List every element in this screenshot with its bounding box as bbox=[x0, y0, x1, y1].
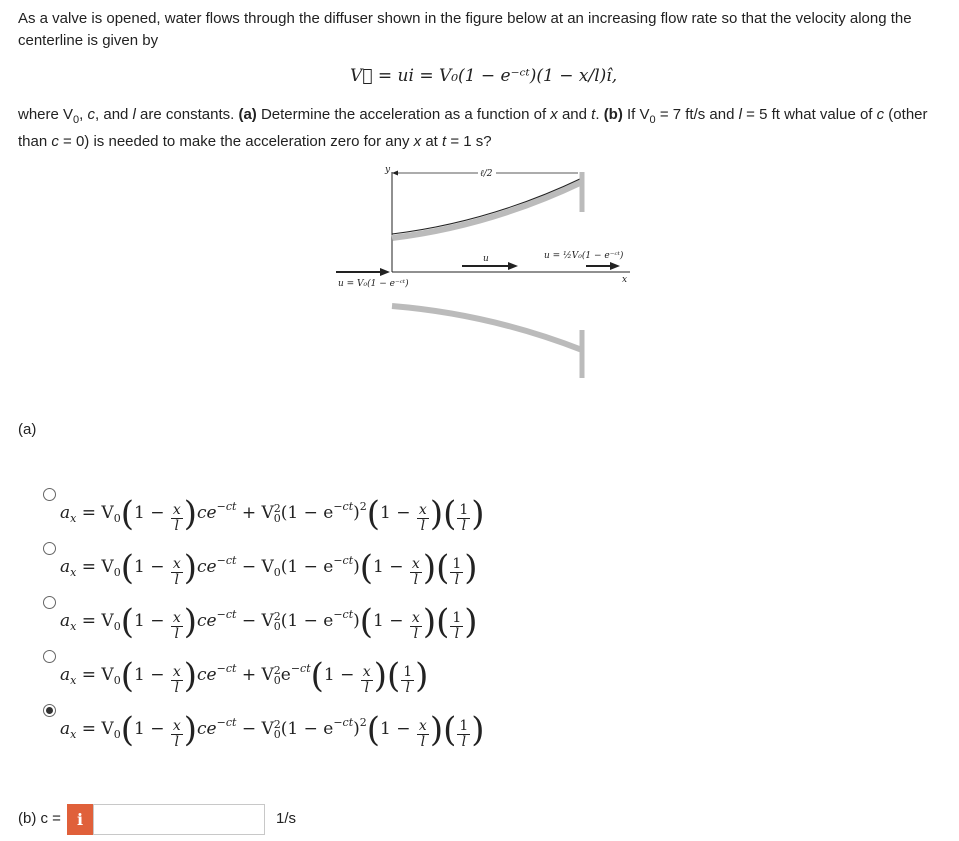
formula bbox=[60, 602, 478, 642]
lhs: a bbox=[60, 503, 71, 523]
frac-num: x bbox=[172, 718, 181, 734]
velocity-equation-text: V⃗ = ui = V₀(1 − e⁻ᶜᵗ)(1 − x/l)î, bbox=[350, 66, 618, 86]
frac-den: l bbox=[420, 734, 426, 750]
upper-wall-edge bbox=[392, 178, 582, 234]
paren-close: ) bbox=[464, 602, 478, 642]
text-fragment: Determine the acceleration as a function of bbox=[256, 106, 551, 123]
frac-den: l bbox=[174, 680, 180, 696]
text-fragment: where bbox=[18, 106, 64, 123]
paren-open: ( bbox=[366, 710, 381, 750]
text-fragment: = 7 ft/s and bbox=[655, 106, 739, 123]
middle: (1 − e bbox=[280, 557, 334, 577]
ce-exp: −ct bbox=[216, 554, 237, 567]
eq: = V bbox=[76, 503, 114, 523]
fraction-x-l bbox=[171, 557, 183, 588]
eq: = V bbox=[76, 557, 114, 577]
fraction-1-l bbox=[450, 611, 463, 642]
frac-den: l bbox=[461, 518, 467, 534]
paren-close: ) bbox=[471, 494, 485, 534]
coef: V bbox=[261, 557, 274, 577]
eq: = V bbox=[76, 611, 114, 631]
lower-wall bbox=[392, 306, 582, 350]
option-5[interactable] bbox=[40, 704, 500, 754]
y-axis-label: y bbox=[385, 165, 391, 175]
one-minus: 1 − bbox=[373, 611, 404, 631]
one-minus: 1 − bbox=[133, 611, 165, 631]
one-minus: 1 − bbox=[133, 665, 165, 685]
frac-den: l bbox=[174, 626, 180, 642]
inlet-arrowhead bbox=[380, 268, 390, 276]
fraction-x-l bbox=[417, 719, 429, 750]
sub-0: 0 bbox=[73, 114, 80, 126]
var-c: c bbox=[87, 106, 96, 123]
frac-num: x bbox=[362, 664, 371, 680]
fraction-x-l bbox=[410, 557, 422, 588]
var-t: t bbox=[442, 133, 447, 150]
coef: V bbox=[261, 719, 274, 739]
radio-button[interactable] bbox=[43, 542, 56, 555]
fraction-x-l bbox=[410, 611, 422, 642]
paren-open: ( bbox=[120, 494, 134, 534]
coef-sub: 0 bbox=[273, 620, 281, 633]
inlet-velocity-label: u = V₀(1 − e⁻ᶜᵗ) bbox=[338, 279, 409, 289]
coef-sub: 0 bbox=[273, 512, 281, 525]
one-minus: 1 − bbox=[133, 503, 165, 523]
coef-exp: 2 bbox=[273, 610, 281, 623]
frac-num: 1 bbox=[459, 502, 469, 518]
frac-num: x bbox=[418, 502, 427, 518]
diffuser-figure bbox=[330, 160, 640, 385]
var-c: c bbox=[876, 106, 885, 123]
paren-close: ) bbox=[422, 602, 437, 642]
unit-label: 1/s bbox=[276, 810, 297, 827]
text-fragment: (other than bbox=[18, 106, 928, 150]
one-minus: 1 − bbox=[373, 557, 404, 577]
frac-num: x bbox=[418, 718, 427, 734]
middle: (1 − e bbox=[280, 719, 334, 739]
ce-exp: −ct bbox=[216, 716, 237, 729]
frac-num: x bbox=[172, 664, 181, 680]
frac-den: l bbox=[174, 734, 180, 750]
middle-exp: −ct bbox=[333, 554, 354, 567]
fraction-x-l bbox=[417, 503, 429, 534]
radio-button[interactable] bbox=[43, 704, 56, 717]
lhs: a bbox=[60, 557, 71, 577]
middle-close: ) bbox=[353, 503, 360, 523]
var-x: x bbox=[550, 106, 558, 123]
fraction-1-l bbox=[401, 665, 414, 696]
paren-open: ( bbox=[386, 656, 401, 696]
ce-exp: −ct bbox=[216, 608, 237, 621]
eq: = V bbox=[76, 719, 114, 739]
paren-close: ) bbox=[183, 710, 198, 750]
eq-sub: 0 bbox=[113, 566, 121, 579]
eq-sub: 0 bbox=[113, 512, 121, 525]
frac-num: 1 bbox=[452, 556, 462, 572]
lhs-sub: x bbox=[70, 674, 77, 687]
part-a-label: (a) bbox=[18, 421, 37, 438]
ce: ce bbox=[197, 719, 217, 739]
outlet-arrowhead bbox=[610, 262, 620, 270]
fraction-x-l bbox=[171, 665, 183, 696]
coef-exp: 2 bbox=[273, 718, 281, 731]
frac-den: l bbox=[413, 626, 419, 642]
middle-close: ) bbox=[353, 719, 360, 739]
middle-exp: −ct bbox=[290, 662, 311, 675]
paren-open: ( bbox=[443, 710, 457, 750]
frac-den: l bbox=[364, 680, 369, 696]
coef-exp: 2 bbox=[273, 502, 281, 515]
ce: ce bbox=[197, 503, 217, 523]
paren-close: ) bbox=[183, 656, 198, 696]
coef-subsup bbox=[274, 504, 281, 524]
text-fragment: , and bbox=[95, 106, 133, 123]
frac-num: x bbox=[172, 502, 181, 518]
ce: ce bbox=[197, 611, 217, 631]
middle-close: ) bbox=[353, 611, 360, 631]
text-fragment: and bbox=[557, 106, 592, 123]
sign: + bbox=[241, 665, 257, 685]
lhs: a bbox=[60, 611, 71, 631]
option-4[interactable] bbox=[40, 650, 500, 700]
middle: (1 − e bbox=[280, 611, 334, 631]
coef-sub: 0 bbox=[273, 728, 281, 741]
text-fragment: If V bbox=[622, 106, 650, 123]
paren-open: ( bbox=[443, 494, 457, 534]
text-fragment: are constants. bbox=[135, 106, 239, 123]
formula bbox=[60, 710, 485, 750]
velocity-equation bbox=[350, 66, 617, 86]
text-fragment: = 1 s? bbox=[446, 133, 492, 150]
var-l: l bbox=[738, 106, 742, 123]
coef-subsup bbox=[274, 720, 281, 740]
paren-close: ) bbox=[429, 710, 444, 750]
paren-open: ( bbox=[366, 494, 381, 534]
lhs-sub: x bbox=[70, 620, 77, 633]
ce-exp: −ct bbox=[216, 662, 237, 675]
one-minus: 1 − bbox=[380, 503, 411, 523]
info-icon[interactable]: i bbox=[67, 804, 93, 835]
middle-pow: 2 bbox=[359, 500, 367, 513]
text-fragment: = 0) is needed to make the acceleration zero for any bbox=[58, 133, 414, 150]
ce: ce bbox=[197, 557, 217, 577]
paren-open: ( bbox=[310, 656, 324, 696]
coef-sub: 0 bbox=[273, 674, 281, 687]
part-b-marker: (b) bbox=[603, 106, 623, 123]
frac-num: x bbox=[411, 556, 420, 572]
fraction-x-l bbox=[171, 719, 183, 750]
coef-sub: 0 bbox=[273, 566, 281, 579]
sub-0: 0 bbox=[649, 114, 656, 126]
paren-open: ( bbox=[120, 656, 134, 696]
lhs-sub: x bbox=[70, 728, 77, 741]
frac-num: x bbox=[411, 610, 420, 626]
frac-num: 1 bbox=[452, 610, 462, 626]
fraction-x-l bbox=[171, 611, 183, 642]
u-label: u bbox=[483, 254, 489, 264]
middle: e bbox=[280, 665, 291, 685]
paren-close: ) bbox=[183, 548, 198, 588]
sign: + bbox=[241, 503, 257, 523]
text-fragment: at bbox=[421, 133, 443, 150]
frac-num: 1 bbox=[459, 718, 469, 734]
eq-sub: 0 bbox=[113, 728, 121, 741]
sign: − bbox=[241, 557, 257, 577]
formula bbox=[60, 494, 485, 534]
paren-open: ( bbox=[120, 548, 134, 588]
paren-close: ) bbox=[464, 548, 478, 588]
formula bbox=[60, 656, 428, 696]
paren-open: ( bbox=[120, 602, 134, 642]
sign: − bbox=[241, 611, 257, 631]
coef: V bbox=[261, 611, 274, 631]
coef-exp: 2 bbox=[273, 664, 281, 677]
middle-pow: 2 bbox=[359, 716, 367, 729]
frac-den: l bbox=[420, 518, 426, 534]
one-minus: 1 − bbox=[133, 719, 165, 739]
frac-num: x bbox=[172, 610, 181, 626]
paren-close: ) bbox=[422, 548, 437, 588]
lhs: a bbox=[60, 665, 71, 685]
c-answer-input[interactable] bbox=[93, 804, 265, 835]
text-fragment: . bbox=[595, 106, 604, 123]
lhs: a bbox=[60, 719, 71, 739]
coef-subsup bbox=[274, 612, 281, 632]
frac-den: l bbox=[454, 626, 460, 642]
paren-close: ) bbox=[183, 602, 198, 642]
sign: − bbox=[241, 719, 257, 739]
middle: (1 − e bbox=[280, 503, 334, 523]
part-b-label: (b) c = bbox=[18, 810, 61, 827]
lhs-sub: x bbox=[70, 512, 77, 525]
paren-close: ) bbox=[415, 656, 429, 696]
middle-exp: −ct bbox=[333, 500, 354, 513]
outlet-velocity-label: u = ½V₀(1 − e⁻ᶜᵗ) bbox=[544, 251, 624, 261]
one-minus: 1 − bbox=[323, 665, 355, 685]
var-c: c bbox=[51, 133, 59, 150]
var-t: t bbox=[591, 106, 596, 123]
radio-button[interactable] bbox=[43, 596, 56, 609]
option-2[interactable] bbox=[40, 542, 500, 592]
frac-den: l bbox=[174, 572, 180, 588]
paren-open: ( bbox=[436, 548, 450, 588]
fraction-x-l bbox=[171, 503, 183, 534]
middle-exp: −ct bbox=[333, 716, 354, 729]
fraction-1-l bbox=[457, 719, 470, 750]
one-minus: 1 − bbox=[133, 557, 165, 577]
paren-close: ) bbox=[183, 494, 198, 534]
problem-intro bbox=[18, 8, 948, 52]
radio-button[interactable] bbox=[43, 650, 56, 663]
coef: V bbox=[261, 665, 274, 685]
paren-close: ) bbox=[471, 710, 485, 750]
lhs-sub: x bbox=[70, 566, 77, 579]
radio-button[interactable] bbox=[43, 488, 56, 501]
eq: = V bbox=[76, 665, 114, 685]
eq-sub: 0 bbox=[113, 620, 121, 633]
x-axis-label: x bbox=[622, 275, 628, 285]
part-a-marker: (a) bbox=[238, 106, 257, 123]
text-fragment: = 5 ft what value of bbox=[741, 106, 877, 123]
var-x: x bbox=[413, 133, 422, 150]
var-v0: V bbox=[63, 106, 74, 123]
frac-num: x bbox=[172, 556, 181, 572]
coef-subsup bbox=[274, 666, 281, 686]
formula bbox=[60, 548, 478, 588]
coef: V bbox=[261, 503, 274, 523]
frac-den: l bbox=[174, 518, 180, 534]
eq-sub: 0 bbox=[113, 674, 121, 687]
fraction-x-l bbox=[361, 665, 373, 696]
paren-open: ( bbox=[120, 710, 134, 750]
one-minus: 1 − bbox=[380, 719, 411, 739]
ce-exp: −ct bbox=[216, 500, 237, 513]
problem-question bbox=[18, 104, 953, 153]
frac-den: l bbox=[461, 734, 467, 750]
paren-open: ( bbox=[359, 548, 374, 588]
ce: ce bbox=[197, 665, 217, 685]
middle-exp: −ct bbox=[333, 608, 354, 621]
option-1[interactable] bbox=[40, 488, 500, 538]
fraction-1-l bbox=[457, 503, 470, 534]
coef-subsup bbox=[274, 558, 281, 578]
frac-num: 1 bbox=[403, 664, 413, 680]
paren-open: ( bbox=[359, 602, 374, 642]
text-fragment: , bbox=[79, 106, 88, 123]
dimension-arrow-left bbox=[392, 171, 398, 176]
var-l: l bbox=[132, 106, 136, 123]
frac-den: l bbox=[405, 680, 410, 696]
mid-arrowhead bbox=[508, 262, 518, 270]
intro-text: As a valve is opened, water flows through the diffuser shown in the figure below at an increasing flow rate so that the velocity along the centerline is given by bbox=[18, 10, 912, 49]
frac-den: l bbox=[413, 572, 419, 588]
paren-open: ( bbox=[436, 602, 450, 642]
fraction-1-l bbox=[450, 557, 463, 588]
paren-close: ) bbox=[373, 656, 387, 696]
half-length-label: ℓ/2 bbox=[480, 169, 493, 179]
middle-close: ) bbox=[353, 557, 360, 577]
option-3[interactable] bbox=[40, 596, 500, 646]
paren-close: ) bbox=[429, 494, 444, 534]
frac-den: l bbox=[454, 572, 460, 588]
